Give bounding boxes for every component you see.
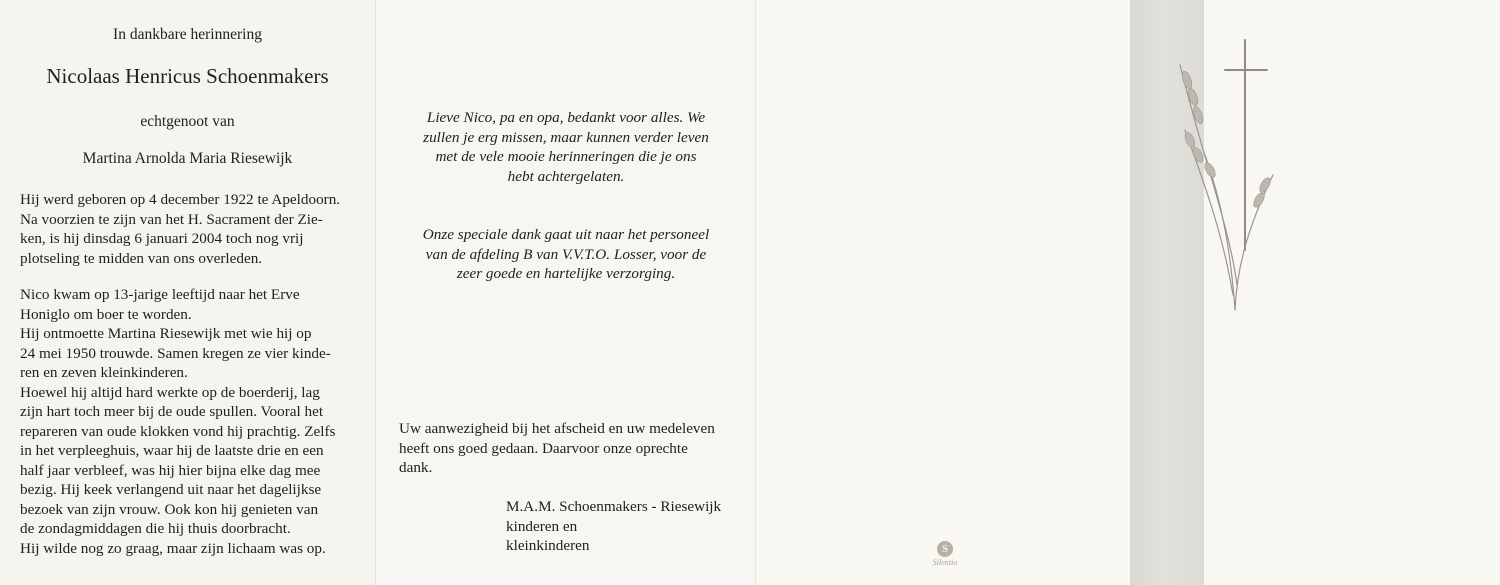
biography-paragraph-1: [20, 190, 345, 268]
text-line: zullen je erg missen, maar kunnen verder leven: [423, 128, 709, 146]
text-line: repareren van oude klokken vond hij prachtig. Zelfs: [20, 422, 336, 440]
text-line: 24 mei 1950 trouwde. Samen kregen ze vier kinde-: [20, 344, 331, 362]
text-line: Lieve Nico, pa en opa, bedankt voor alles. We: [426, 109, 706, 126]
spouse-of-label: echtgenoot van: [140, 113, 235, 130]
staff-thanks-quote: [401, 225, 731, 284]
text-line: plotseling te midden van ons overleden.: [20, 249, 263, 267]
logo-text: Silentio: [932, 558, 958, 567]
text-line: bezoek van zijn vrouw. Ook kon hij genieten van: [20, 500, 319, 518]
cross-with-wheat-icon: [1165, 35, 1285, 315]
text-line: hebt achtergelaten.: [507, 167, 625, 185]
deceased-name: Nicolaas Henricus Schoenmakers: [46, 64, 329, 88]
family-quote: [401, 108, 731, 186]
text-line: bezig. Hij keek verlangend uit naar het dagelijkse: [20, 481, 322, 498]
text-line: Nico kwam op 13-jarige leeftijd naar het Erve: [20, 286, 300, 303]
text-line: Honiglo om boer te worden.: [20, 305, 192, 323]
text-line: half jaar verbleef, was hij hier bijna elke dag mee: [20, 461, 321, 479]
middle-panel: [375, 0, 755, 585]
spouse-name: Martina Arnolda Maria Riesewijk: [82, 150, 293, 167]
text-line: Hij ontmoette Martina Riesewijk met wie hij op: [20, 325, 312, 342]
text-line: dank.: [399, 459, 433, 476]
text-line: ken, is hij dinsdag 6 januari 2004 toch nog vrij: [20, 230, 304, 247]
text-line: met de vele mooie herinneringen die je ons: [435, 148, 697, 165]
memory-heading: In dankbare herinnering: [113, 26, 262, 43]
signature-line: kleinkinderen: [506, 537, 590, 554]
text-line: ren en zeven kleinkinderen.: [20, 364, 188, 381]
right-panel: [755, 0, 1500, 585]
signature-line: M.A.M. Schoenmakers - Riesewijk: [506, 498, 722, 515]
family-signature: [506, 497, 721, 556]
text-line: Hij wilde nog zo graag, maar zijn lichaam was op.: [20, 539, 326, 557]
text-line: zeer goede en hartelijke verzorging.: [456, 265, 676, 282]
text-line: Hoewel hij altijd hard werkte op de boerderij, lag: [20, 383, 320, 401]
text-line: Na voorzien te zijn van het H. Sacrament der Zie-: [20, 210, 323, 228]
signature-line: kinderen en: [506, 517, 578, 535]
text-line: zijn hart toch meer bij de oude spullen. Vooral het: [20, 403, 324, 420]
biography-paragraph-2: [20, 285, 345, 558]
logo-circle-icon: S: [937, 541, 953, 557]
left-panel: [0, 0, 375, 585]
text-line: van de afdeling B van V.V.T.O. Losser, voor de: [425, 245, 707, 263]
text-line: Uw aanwezigheid bij het afscheid en uw medeleven: [399, 420, 715, 437]
text-line: Onze speciale dank gaat uit naar het personeel: [422, 226, 710, 243]
attendance-thanks: [399, 419, 724, 478]
silentio-logo: [925, 541, 965, 567]
text-line: Hij werd geboren op 4 december 1922 te Apeldoorn.: [20, 191, 341, 208]
text-line: in het verpleeghuis, waar hij de laatste drie en een: [20, 442, 324, 459]
text-line: heeft ons goed gedaan. Daarvoor onze oprechte: [399, 439, 688, 457]
text-line: de zondagmiddagen die hij thuis doorbracht.: [20, 520, 291, 537]
